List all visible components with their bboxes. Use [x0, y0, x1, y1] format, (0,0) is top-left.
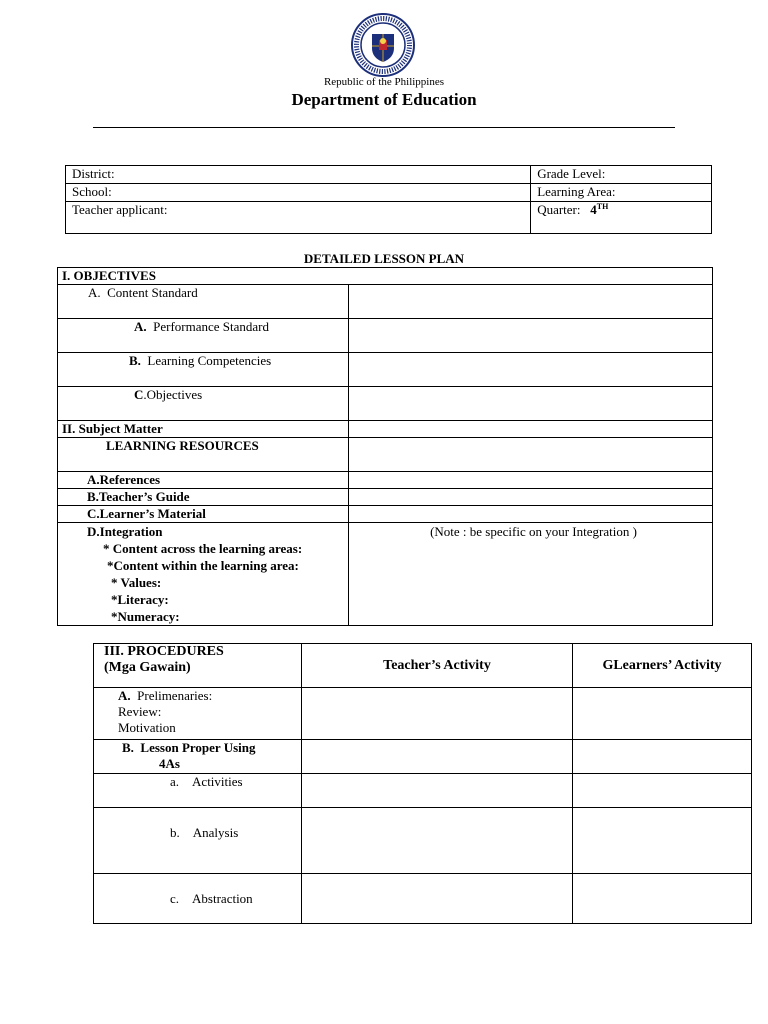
lesson-proper-label-4as: 4As — [159, 756, 180, 771]
learning-competencies-value — [349, 353, 713, 387]
lesson-proper-learner-value — [573, 740, 752, 774]
learners-activity-header: GLearners’ Activity — [573, 644, 752, 688]
integration-item: * Content across the learning areas: — [103, 541, 303, 556]
procedures-heading: III. PROCEDURES — [104, 644, 224, 659]
integration-label: D.Integration — [87, 524, 163, 539]
integration-item: *Content within the learning area: — [107, 558, 299, 573]
activities-letter: a. — [170, 774, 180, 789]
learners-material-label: C.Learner’s Material — [58, 506, 349, 523]
header-divider — [93, 127, 675, 128]
teachers-activity-header: Teacher’s Activity — [302, 644, 573, 688]
abstraction-teacher-value — [302, 874, 573, 924]
teacher-applicant-field: Teacher applicant: — [66, 202, 531, 234]
activities-row — [94, 774, 302, 808]
integration-item: *Numeracy: — [111, 609, 180, 624]
abstraction-label: Abstraction — [192, 891, 253, 906]
objectives-table — [57, 267, 713, 626]
preliminaries-teacher-value — [302, 688, 573, 740]
activities-label: Activities — [192, 774, 243, 789]
grade-level-field: Grade Level: — [531, 166, 712, 184]
preliminaries-label: Prelimenaries: — [137, 688, 213, 703]
analysis-row — [94, 808, 302, 874]
review-label: Review: — [118, 704, 162, 719]
subject-matter-value — [349, 421, 713, 438]
teachers-guide-label: B.Teacher’s Guide — [58, 489, 349, 506]
quarter-value: 4 — [590, 202, 597, 217]
objectives-value — [349, 387, 713, 421]
teachers-guide-value — [349, 489, 713, 506]
school-info-table — [65, 165, 712, 234]
quarter-field — [531, 202, 712, 234]
integration-cell — [58, 523, 349, 626]
preliminaries-learner-value — [573, 688, 752, 740]
school-field: School: — [66, 184, 531, 202]
procedures-table — [93, 643, 752, 924]
district-field: District: — [66, 166, 531, 184]
lesson-plan-title: DETAILED LESSON PLAN — [303, 251, 465, 266]
activities-teacher-value — [302, 774, 573, 808]
objectives-letter: C — [134, 387, 144, 402]
department-title: Department of Education — [291, 90, 477, 109]
performance-standard-value — [349, 319, 713, 353]
abstraction-learner-value — [573, 874, 752, 924]
objectives-label: .Objectives — [143, 387, 203, 402]
references-value — [349, 472, 713, 489]
learning-competencies-label: Learning Competencies — [147, 353, 272, 368]
content-standard-label: Content Standard — [107, 285, 198, 300]
analysis-label: Analysis — [192, 825, 239, 840]
performance-standard-row — [58, 319, 349, 353]
learning-competencies-letter: B. — [129, 353, 141, 368]
performance-standard-letter: A. — [134, 319, 147, 334]
analysis-letter: b. — [170, 825, 180, 840]
content-standard-value — [349, 285, 713, 319]
activities-learner-value — [573, 774, 752, 808]
learning-area-field: Learning Area: — [531, 184, 712, 202]
republic-label: Republic of the Philippines — [323, 76, 445, 88]
quarter-suffix: TH — [596, 202, 609, 211]
preliminaries-cell — [94, 688, 302, 740]
integration-item: *Literacy: — [111, 592, 169, 607]
lesson-proper-cell — [94, 740, 302, 774]
quarter-label: Quarter: — [537, 202, 581, 217]
learners-material-value — [349, 506, 713, 523]
lesson-proper-label: Lesson Proper Using — [140, 740, 256, 755]
subject-matter-heading: II. Subject Matter — [58, 421, 349, 438]
procedures-heading-cell — [94, 644, 302, 688]
integration-item: * Values: — [111, 575, 162, 590]
learning-resources-value — [349, 438, 713, 472]
objectives-heading: I. OBJECTIVES — [58, 268, 713, 285]
objectives-row — [58, 387, 349, 421]
learning-competencies-row — [58, 353, 349, 387]
analysis-teacher-value — [302, 808, 573, 874]
motivation-label: Motivation — [118, 720, 176, 735]
abstraction-letter: c. — [170, 891, 180, 906]
abstraction-row — [94, 874, 302, 924]
lesson-proper-teacher-value — [302, 740, 573, 774]
content-standard-row — [58, 285, 349, 319]
performance-standard-label: Performance Standard — [153, 319, 270, 334]
integration-note: (Note : be specific on your Integration ) — [349, 523, 713, 626]
preliminaries-letter: A. — [118, 688, 131, 703]
procedures-subheading: (Mga Gawain) — [104, 660, 191, 675]
analysis-learner-value — [573, 808, 752, 874]
lesson-proper-letter: B. — [122, 740, 134, 755]
content-standard-letter: A. — [88, 285, 101, 300]
references-label: A.References — [58, 472, 349, 489]
learning-resources-heading: LEARNING RESOURCES — [58, 438, 349, 472]
deped-seal-logo — [350, 12, 416, 78]
